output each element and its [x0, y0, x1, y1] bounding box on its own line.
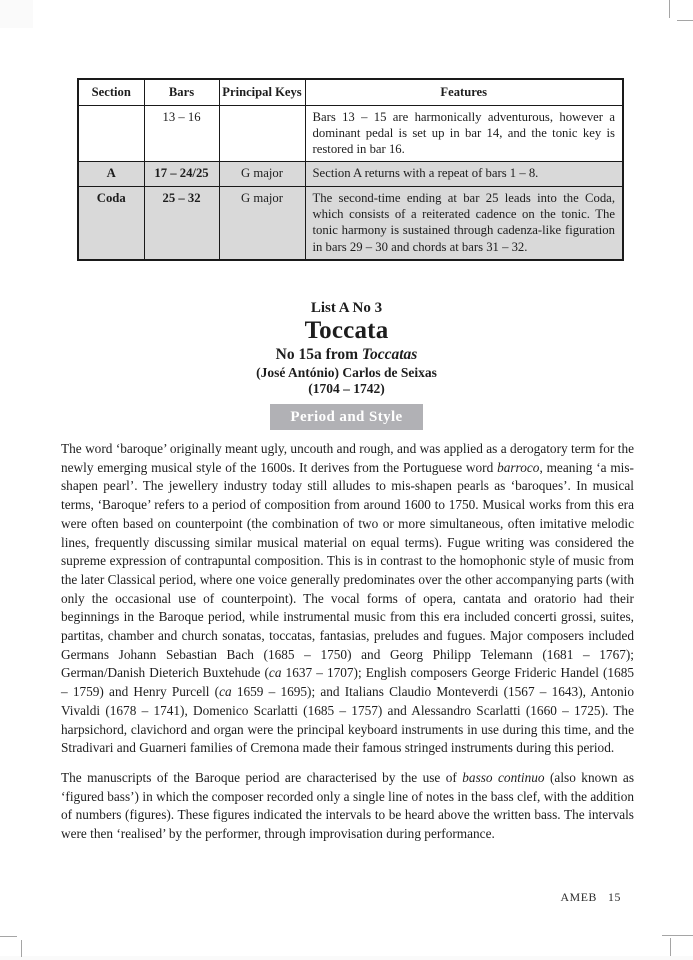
paragraph-baroque-overview: The word ‘baroque’ originally meant ugly, uncouth and rough, and was applied as a derogatory term for the newly emerging musical style of the 1600s. It derives from the Portuguese word barroco, meaning ‘a mis-shapen pearl’. The jewellery industry today still alludes to mis-shapen pearls as ‘baroques’. In musical terms, ‘Baroque’ refers to a period of composition from around 1600 to 1750. Musical works from this era were often based on counterpoint (the combination of two or more simultaneous, often imitative melodic lines, frequently discussing similar musical material on equal terms). Fugue writing was considered the supreme expression of contrapuntal composition. This is in contrast to the homophonic style of music from the later Classical period, where one voice generally predominates over the other accompanying parts (with only the occasional use of counterpoint). The vocal forms of opera, cantata and oratorio had their beginnings in the Baroque period, while instrumental music from this era included concerti grossi, suites, partitas, chamber and church sonatas, toccatas, fantasias, preludes and fugues. Major composers included Germans Johann Sebastian Bach (1685 – 1750) and Georg Philipp Telemann (1681 – 1767); German/Danish Dieterich Buxtehude (ca 1637 – 1707); English composers George Frideric Handel (1685 – 1759) and Henry Purcell (ca 1659 – 1695); and Italians Claudio Monteverdi (1567 – 1643), Antonio Vivaldi (1678 – 1741), Domenico Scarlatti (1685 – 1757) and Alessandro Scarlatti (1660 – 1725). The harpsichord, clavichord and organ were the principal keyboard instruments in use during this time, and the Stradivari and Guarneri families of Cremona made their famous stringed instruments during this period. — [61, 441, 634, 756]
table-row — [78, 162, 623, 186]
column-header-features: Features — [305, 79, 623, 105]
cell-keys: G major — [219, 162, 305, 186]
scan-corner-shade — [0, 0, 33, 28]
table-row — [78, 105, 623, 162]
body-text — [61, 440, 634, 844]
list-number-line: List A No 3 — [310, 300, 383, 316]
piece-subtitle: No 15a from Toccatas — [275, 346, 418, 363]
column-header-principal-keys: Principal Keys — [219, 79, 305, 105]
composer-name: (José António) Carlos de Seixas — [256, 365, 437, 380]
cell-features: Bars 13 – 15 are harmonically adventurous, however a dominant pedal is set up in bar 14, and the tonic key is restored in bar 16. — [305, 105, 623, 162]
cell-features: Section A returns with a repeat of bars 1 – 8. — [305, 162, 623, 186]
page-footer — [0, 890, 621, 905]
cell-features: The second-time ending at bar 25 leads into the Coda, which consists of a reiterated cadence on the tonic. The tonic harmony is sustained through cadenza-like figuration in bars 29 – 30 and chords at bars 31 – 32. — [305, 186, 623, 260]
table-row — [78, 186, 623, 260]
cell-keys: G major — [219, 186, 305, 260]
cell-section: A — [78, 162, 144, 186]
piece-heading — [0, 299, 693, 430]
column-header-section: Section — [78, 79, 144, 105]
paragraph-manuscripts: The manuscripts of the Baroque period are characterised by the use of basso continuo (also known as ‘figured bass’) in which the composer recorded only a single line of notes in the bass clef, with the addition of numbers (figures). These figures indicated the intervals to be heard above the written bass. The intervals were then ‘realised’ by the performer, through improvisation during performance. — [61, 769, 635, 842]
cell-keys — [219, 105, 305, 162]
column-header-bars: Bars — [144, 79, 219, 105]
footer-brand: AMEB — [560, 890, 597, 904]
piece-title: Toccata — [304, 317, 389, 344]
crop-mark-bottom-left-horizontal — [0, 936, 17, 937]
cell-bars: 25 – 32 — [144, 186, 219, 260]
cell-section: Coda — [78, 186, 144, 260]
scan-bottom-shade — [0, 956, 693, 960]
crop-mark-top-right-vertical — [669, 0, 670, 18]
crop-mark-bottom-right-horizontal — [662, 935, 693, 936]
crop-mark-bottom-right-vertical — [670, 938, 671, 956]
cell-section — [78, 105, 144, 162]
cell-bars: 13 – 16 — [144, 105, 219, 162]
composer-dates: (1704 – 1742) — [308, 381, 385, 396]
crop-mark-top-right-horizontal — [677, 20, 693, 21]
period-and-style-banner: Period and Style — [270, 404, 423, 430]
footer-page-number: 15 — [608, 890, 621, 904]
structural-analysis-table — [77, 78, 624, 261]
cell-bars: 17 – 24/25 — [144, 162, 219, 186]
crop-mark-bottom-left-vertical — [21, 940, 22, 957]
table-header-row — [78, 79, 623, 105]
